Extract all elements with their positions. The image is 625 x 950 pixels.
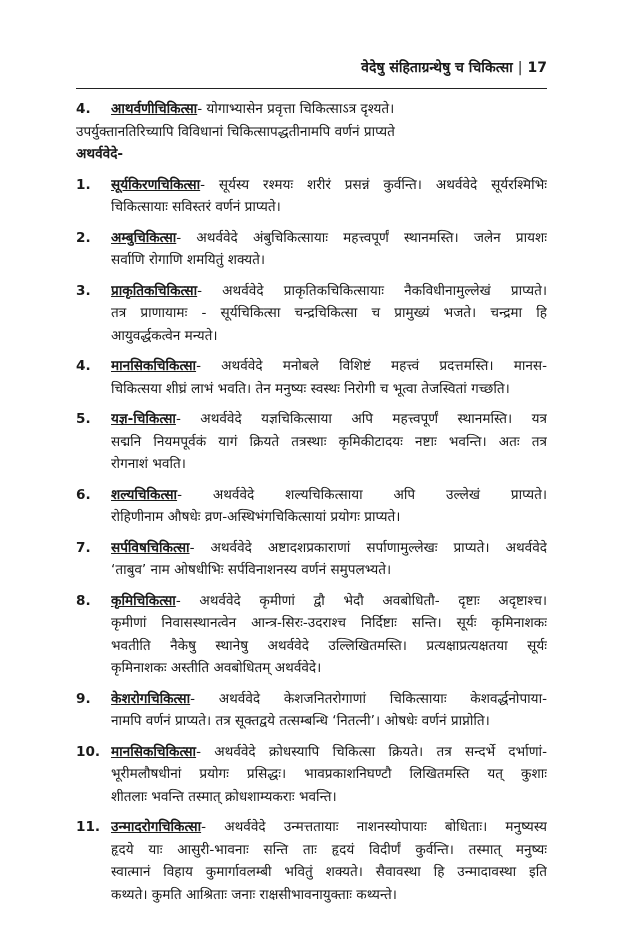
item-line: रोगनाशं भवति। [111,456,186,472]
therapy-list [76,174,547,907]
item-line: कृमिनाशकः अस्तीति अवबोधितम् अथर्ववेदे। [111,660,322,676]
item-number: 4. [76,358,91,374]
header-title: वेदेषु संहिताग्रन्थेषु च चिकित्सा [361,60,513,76]
item-term: शल्यचिकित्सा [111,486,178,503]
item-number: 10. [76,743,101,760]
list-item [76,537,547,582]
intro-line: उपर्युक्तानतिरिच्यापि विविधानां चिकित्सापद्धतीनामपि वर्णनं प्राप्यते [76,123,395,140]
item-line [111,227,547,250]
item-text: - अथर्ववेदे शल्यचिकित्साया अपि उल्लेखं प्राप्यते। [177,486,547,503]
item-number: 2. [76,229,91,246]
item-number: 11. [76,819,101,835]
item-line: भूरीमलौषधीनां प्रयोगः प्रसिद्धः। भावप्रकाशनिघण्टौ लिखितमस्ति यत् कुशाः [111,766,547,782]
item-number: 4. [76,101,91,117]
item-term: केशरोगचिकित्सा [111,690,191,707]
list-item [76,816,547,906]
item-line: सद्मनि नियमपूर्वकं यागं क्रियते तत्रस्थाः कृमिकीटादयः नष्टाः भवन्ति। अतः तत्र [111,433,547,450]
list-item [76,355,547,400]
item-number: 6. [76,486,91,503]
item-line: सर्वाणि रोगाणि शमयितुं शक्यते। [111,252,266,268]
item-line: तत्र प्राणायामः - सूर्यचिकित्सा चन्द्रचिकित्सा च प्रामुख्यं भजते। चन्द्रमा हि [111,305,547,321]
item-line: भवतीति नैकेषु स्थानेषु अथर्ववेदे उल्लिखितमस्ति। प्रत्यक्षाप्रत्यक्षतया सूर्यः [111,637,547,654]
item-line: आयुवर्द्धकत्वेन मन्यते। [111,327,218,344]
item-text: - अथर्ववेदे मनोबले विशिष्टं महत्त्वं प्रदत्तमस्ति। मानस- [196,358,547,374]
list-item [76,590,547,680]
header-rule [76,88,547,89]
item-line [111,484,547,507]
list-item [76,408,547,476]
item-term: प्राकृतिकचिकित्सा [111,282,198,299]
item-number: 9. [76,690,91,707]
item-line: ‘ताबुव’ नाम ओषधीभिः सर्पविनाशनस्य वर्णनं समुपलभ्यते। [111,562,392,578]
item-line [111,816,547,839]
intro-list-item [76,98,547,121]
item-text: - अथर्ववेदे क्रोधस्यापि चिकित्सा क्रियते। तत्र सन्दर्भे दर्भाणां- [196,743,547,760]
item-term: सर्पविषचिकित्सा [111,539,190,556]
item-line: शीतलाः भवन्ति तस्मात् क्रोधशाम्यकराः भवन्ति। [111,788,337,805]
item-line: हृदये याः आसुरी-भावनाः सन्ति ताः हृदयं विदीर्णं कुर्वन्ति। तस्मात् मनुष्यः [111,841,547,858]
list-item [76,688,547,733]
list-item [76,227,547,272]
item-term: उन्मादरोगचिकित्सा [111,819,202,835]
header-separator: | [517,60,523,76]
item-term: यज्ञ-चिकित्सा [111,411,176,427]
item-text: - अथर्ववेदे यज्ञचिकित्साया अपि महत्त्वपूर्णं स्थानमस्ति। यत्र [175,411,547,427]
item-line: चिकित्सया शीघ्रं लाभं भवति। तेन मनुष्यः स्वस्थः निरोगी च भूत्वा तेजस्वितां गच्छति। [111,380,510,397]
item-line [111,98,547,121]
item-number: 5. [76,411,91,427]
item-line: रोहिणीनाम औषधेः व्रण-अस्थिभंगचिकित्सायां प्रयोगः प्राप्यते। [111,509,401,525]
item-term: मानसिकचिकित्सा [111,358,197,374]
page-body [76,98,547,906]
item-line [111,408,547,431]
item-text: - अथर्ववेदे कृमीणां द्वौ भेदौ अवबोधितौ- दृष्टाः अदृष्टाश्च। [175,592,547,609]
item-term: मानसिकचिकित्सा [111,743,197,760]
item-line [111,174,547,197]
item-number: 1. [76,176,91,193]
item-line [111,537,547,560]
item-text: - योगाभ्यासेन प्रवृत्ता चिकित्साऽत्र दृश्यते। [197,101,395,117]
list-item [76,484,547,529]
item-line [111,590,547,613]
item-term: आथर्वणीचिकित्सा [111,101,198,117]
running-header [361,58,547,84]
section-heading: अथर्ववेदे- [76,146,124,162]
list-item [76,741,547,809]
item-term: कृमिचिकित्सा [111,592,176,609]
item-line [111,355,547,378]
item-line [111,741,547,764]
item-line: कथ्यते। कुमति आश्रिताः जनाः राक्षसीभावनायुक्ताः कथ्यन्ते। [111,886,397,903]
item-text: - अथर्ववेदे उन्मत्ततायाः नाशनस्योपायाः बोधिताः। मनुष्यस्य [201,819,547,835]
item-text: - अथर्ववेदे प्राकृतिकचिकित्सायाः नैकविधीनामुल्लेखं प्राप्यते। [197,282,547,299]
item-number: 3. [76,282,91,299]
item-line: नामपि वर्णनं प्राप्यते। तत्र सूक्तद्वये तत्सम्बन्धि ‘नितत्नी’। ओषधेः वर्णनं प्राप्नोति। [111,713,490,729]
item-term: सूर्यकिरणचिकित्सा [111,176,201,193]
item-number: 8. [76,592,91,609]
item-line [111,688,547,711]
page-number: 17 [527,60,547,76]
item-text: - अथर्ववेदे अष्टादशप्रकाराणां सर्पाणामुल्लेखः प्राप्यते। अथर्ववेदे [189,539,547,556]
list-item [76,174,547,219]
list-item [76,280,547,348]
item-text: - अथर्ववेदे केशजनितरोगाणां चिकित्सायाः केशवर्द्धनोपाया- [190,690,547,707]
item-line: कृमीणां निवासस्थानत्वेन आन्त्र-सिरः-उदराश्च निर्दिष्टाः सन्ति। सूर्यः कृमिनाशकः [111,615,547,631]
item-number: 7. [76,539,91,556]
item-line [111,280,547,303]
item-text: - अथर्ववेदे अंबुचिकित्सायाः महत्त्वपूर्णं स्थानमस्ति। जलेन प्रायशः [176,229,547,246]
item-line: स्वात्मानं विहाय कुमार्गावलम्बी भवितुं शक्यते। सैवावस्था हि उन्मादावस्था इति [111,864,547,880]
item-text: - सूर्यस्य रश्मयः शरीरं प्रसन्नं कुर्वन्ति। अथर्ववेदे सूर्यरश्मिभिः [200,176,547,193]
item-line: चिकित्सायाः सविस्तरं वर्णनं प्राप्यते। [111,199,281,215]
item-term: अम्बुचिकित्सा [111,229,177,246]
